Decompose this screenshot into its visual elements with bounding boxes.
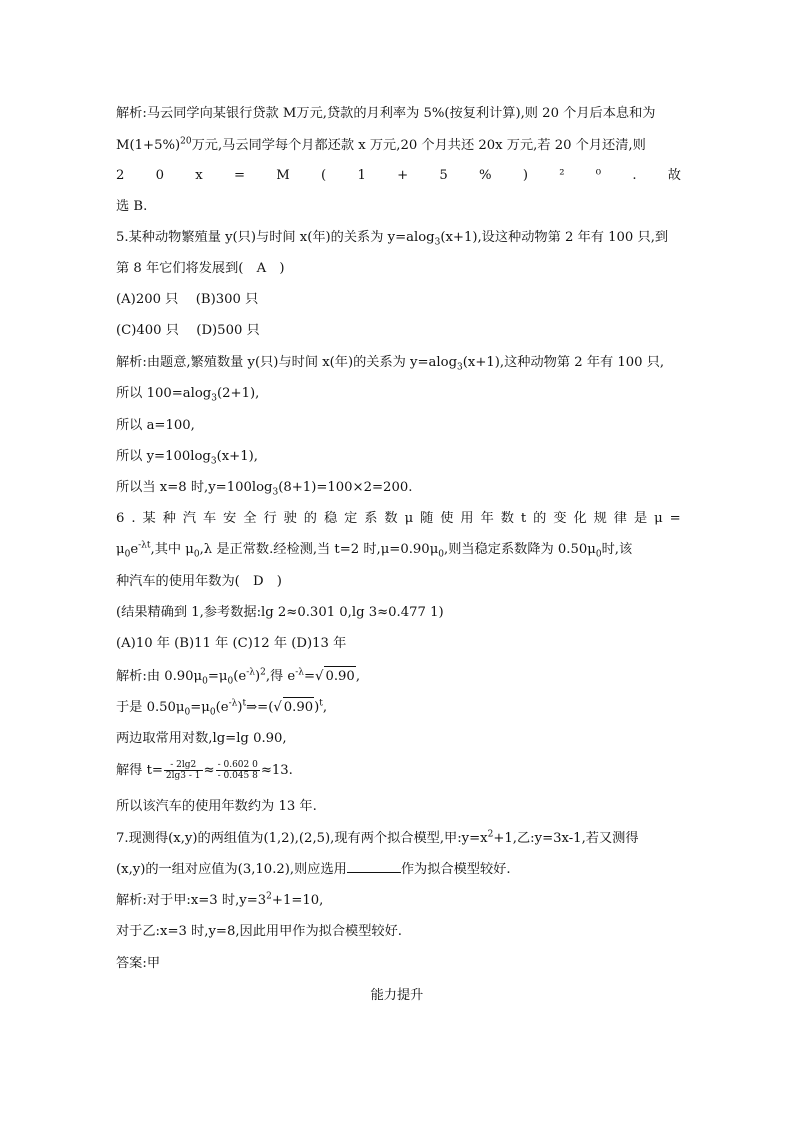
q7-solution-line-1: 解析:对于甲:x=3 时$,y=3^2+1=10$, [116,891,324,908]
q6-options: (A)10 年 (B)11 年 (C)12 年 (D)13 年 [116,636,347,651]
q6-solution-line-4: 解得 t= $\frac{- 2\lg 2}{2\lg 3 - 1}$ ≈ $\frac{- 0.602 0}{- 0.045 8}$ ≈13. [116,760,293,781]
q6-solution-line-3: 两边取常用对数,lg=lg 0.90, [116,731,287,746]
sqrt-sign: √ [273,700,282,715]
q6-solution-line-2: 于是 $0.50\mu_0=\mu_0(e^{-\lambda})^t\Rightarrow=(√$ 0.90)$^t$, [116,698,328,718]
q5-question-line-1: 5.某种动物繁殖量 y(只)与时间 x(年)的关系为 y=alog$_3$(x+1),设这种动物第 2 年有 100 只,到 [116,230,669,248]
q5-solution-line-3: 所以 a=100, [116,418,195,433]
sqrt-sign: √ [315,669,324,684]
q6-solution-line-5: 所以该汽车的使用年数约为 13 年. [116,799,317,814]
q7-question-line-1: 7.现测得(x,y)的两组值为(1,2),(2,5),现有两个拟合模型,甲$:y=x^2+1$,乙:y=3x-1,若又测得 [116,829,639,846]
answer-blank [347,860,401,873]
q5-options-2: (C)400 只 (D)500 只 [116,323,260,338]
q5-question-line-2: 第 8 年它们将发展到( A ) [116,261,285,276]
q7-question-line-2: (x,y)的一组对应值为(3,10.2),则应选用 作为拟合模型较好. [116,862,511,877]
q7-solution-line-2: 对于乙:x=3 时,y=8,因此用甲作为拟合模型较好. [116,924,402,939]
q7-answer: 答案:甲 [116,956,161,971]
q4-solution-line-3: 2 0 x = M ( 1 + 5 % ) ² ⁰ . 故 [116,168,681,183]
fraction-2: $\frac{- 0.602 0}{- 0.045 8}$ [217,760,258,781]
q5-solution-line-1: 解析:由题意,繁殖数量 y(只)与时间 x(年)的关系为 y=alog$_3$(x+1),这种动物第 2 年有 100 只, [116,355,665,373]
q6-question-line-3: 种汽车的使用年数为( D ) [116,574,282,589]
q5-solution-line-5: 所以当 x=8 时$,y=100\log_3(8+1)=100\times 2=200$. [116,480,413,498]
q4-solution-line-1: 解析:马云同学向某银行贷款 M万元,贷款的月利率为 5%(按复利计算),则 20 个月后本息和为 [116,106,656,121]
q4-solution-line-2: $M(1+5\%)^{20}$万元,马云同学每个月都还款 x 万元,20 个月共还 20x 万元,若 20 个月还清,则 [116,136,646,153]
q5-solution-line-4: 所以 $y=100\log_3(x+1)$, [116,449,258,467]
q5-options-1: (A)200 只 (B)300 只 [116,292,259,307]
q6-question-line-1: 6 . 某 种 汽 车 安 全 行 驶 的 稳 定 系 数 μ 随 使 用 年 数 t 的 变 化 规 律 是 μ = [116,511,681,526]
q6-question-line-2: $\mu_0e^{-\lambda t}$,其中 $\mu_0,\lambda$ 是正常数.经检测,当 t=2 时$,\mu=0.90\mu_0$,则当稳定系数降为 $0.50\mu_0$时,该 [116,540,633,560]
q6-reference-data: (结果精确到 1,参考数据:lg 2≈0.301 0,lg 3≈0.477 1) [116,605,444,620]
q4-solution-line-4: 选 B. [116,199,148,214]
q6-solution-line-1: 解析:由 $0.90\mu_0=\mu_0(e^{-\lambda})^2$,得 $e^{-\lambda}=√$ 0.90, [116,667,361,687]
q5-solution-line-2: 所以 100=alog$_3$(2+1), [116,386,260,404]
section-heading: 能力提升 [370,988,424,1003]
fraction-1: $\frac{- 2\lg 2}{2\lg 3 - 1}$ [165,760,201,781]
